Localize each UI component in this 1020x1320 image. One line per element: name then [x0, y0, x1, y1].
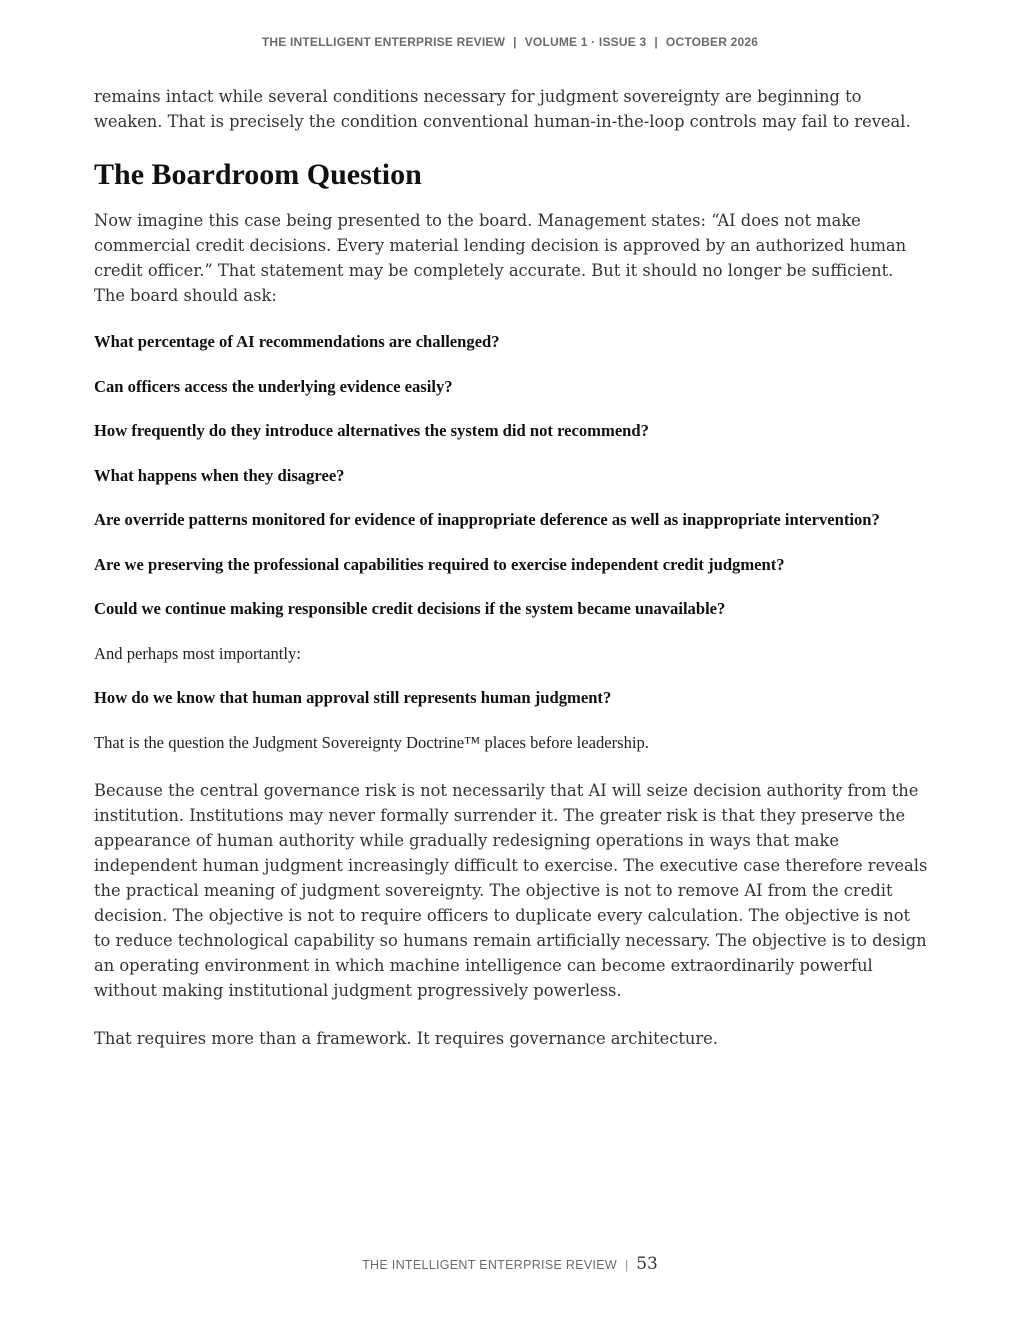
doctrine-line: That is the question the Judgment Sovereignty Doctrine™ places before leadership.	[94, 732, 649, 752]
key-question: How do we know that human approval still represents human judgment?	[94, 688, 612, 707]
board-question: Could we continue making responsible credit decisions if the system became unavailable?	[94, 599, 726, 618]
page-number: 53	[636, 1254, 658, 1274]
board-question: What happens when they disagree?	[94, 465, 345, 485]
board-question: Are we preserving the professional capabilities required to exercise independent credit judgment?	[94, 554, 785, 574]
article-body	[94, 84, 929, 1051]
closing-paragraph: That requires more than a framework. It requires governance architecture.	[94, 1028, 718, 1048]
board-question: What percentage of AI recommendations are challenged?	[94, 332, 500, 351]
header-separator: |	[654, 35, 658, 49]
lead-paragraph: remains intact while several conditions necessary for judgment sovereignty are beginning to weaken. That is precisely the condition conventional human-in-the-loop controls may fail to reveal.	[94, 87, 911, 131]
header-issue: VOLUME 1 · ISSUE 3	[524, 35, 647, 49]
header-date: OCTOBER 2026	[665, 35, 759, 49]
header-separator: |	[513, 35, 517, 49]
footer-separator: |	[624, 1258, 629, 1272]
board-question: How frequently do they introduce alternatives the system did not recommend?	[94, 421, 649, 440]
board-questions-list	[94, 332, 929, 619]
running-header	[0, 35, 1020, 49]
transition-line: And perhaps most importantly:	[94, 643, 301, 663]
section-heading: The Boardroom Question	[94, 158, 422, 191]
board-question: Are override patterns monitored for evidence of inappropriate deference as well as inappropriate intervention?	[94, 510, 880, 529]
footer-publication: THE INTELLIGENT ENTERPRISE REVIEW	[362, 1258, 617, 1272]
body-paragraph: Because the central governance risk is not necessarily that AI will seize decision authority from the institution. Institutions may never formally surrender it. The greater risk is that they preserve the appearance of human authority while gradually redesigning operations in ways that make independent human judgment increasingly difficult to exercise. The executive case therefore reveals the practical meaning of judgment sovereignty. The objective is not to remove AI from the credit decision. The objective is not to require officers to duplicate every calculation. The objective is not to reduce technological capability so humans remain artificially necessary. The objective is to design an operating environment in which machine intelligence can become extraordinarily powerful without making institutional judgment progressively powerless.	[94, 780, 928, 1000]
header-publication: THE INTELLIGENT ENTERPRISE REVIEW	[261, 35, 506, 49]
intro-paragraph: Now imagine this case being presented to the board. Management states: “AI does not make commercial credit decisions. Every material lending decision is approved by an authorized human credit officer.” That statement may be completely accurate. But it should no longer be sufficient. The board should ask:	[94, 211, 907, 305]
running-footer	[0, 1254, 1020, 1274]
board-question: Can officers access the underlying evidence easily?	[94, 376, 453, 396]
